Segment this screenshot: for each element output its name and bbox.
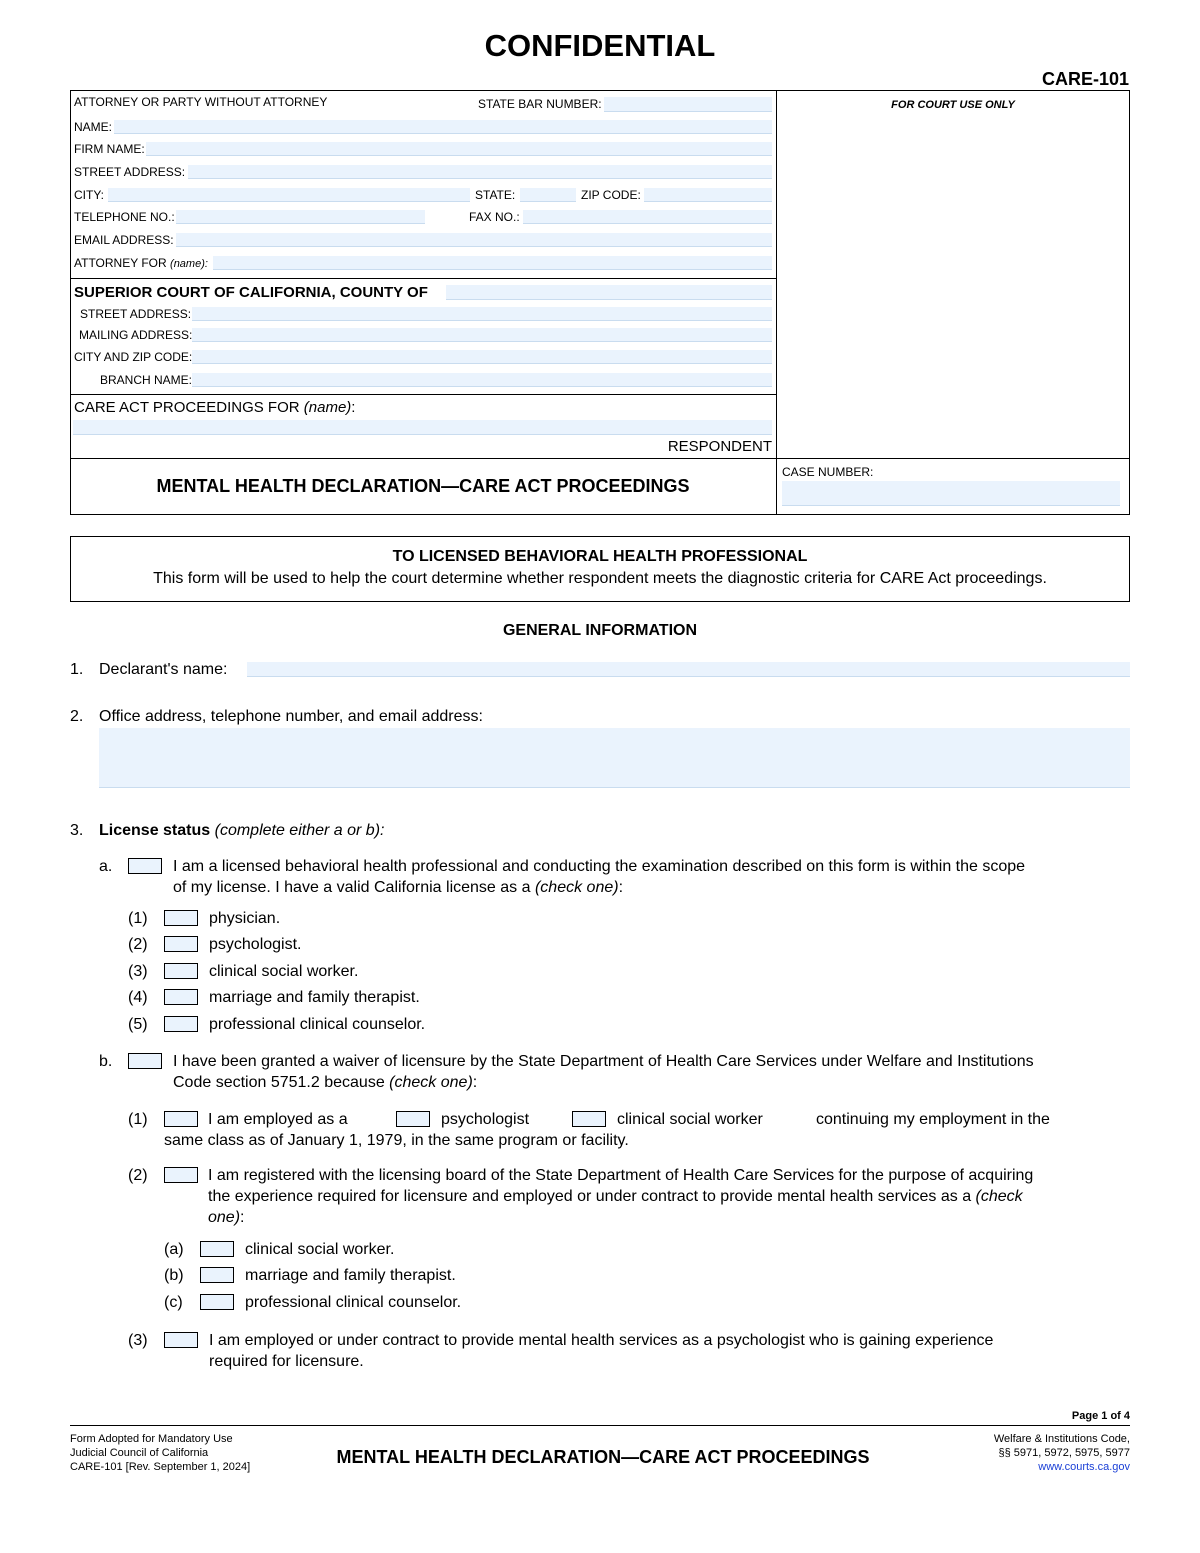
state-label: STATE: (475, 188, 516, 202)
item2-label: Office address, telephone number, and email address: (99, 708, 483, 725)
email-label: EMAIL ADDRESS: (74, 233, 174, 247)
footer-right-line1: Welfare & Institutions Code, (993, 1433, 1130, 1445)
proceedings-colon: : (351, 399, 356, 416)
b2c-number: (c) (164, 1294, 183, 1311)
section-a-line2-text: of my license. I have a valid California license as a (173, 879, 531, 896)
section-a-letter: a. (99, 858, 113, 875)
b2a-checkbox[interactable] (200, 1241, 234, 1257)
item1-label: Declarant's name: (99, 661, 228, 678)
a3-number: (3) (128, 963, 148, 980)
courts-website-link[interactable]: www.courts.ca.gov (1038, 1461, 1130, 1473)
b2b-label: marriage and family therapist. (245, 1267, 456, 1284)
b1-continuing-text: continuing my employment in the (816, 1111, 1050, 1128)
court-mailing-label: MAILING ADDRESS: (79, 328, 193, 342)
court-city-zip-input[interactable] (192, 350, 772, 364)
b2-check-hint: (check (975, 1188, 1023, 1205)
marriage-family-therapist-label: marriage and family therapist. (209, 989, 420, 1006)
b2c-checkbox[interactable] (200, 1294, 234, 1310)
footer-title: MENTAL HEALTH DECLARATION—CARE ACT PROCEEDINGS (336, 1447, 870, 1467)
footer-rule (70, 1425, 1130, 1426)
b2c-label: professional clinical counselor. (245, 1294, 462, 1311)
proceedings-name-hint: (name) (303, 399, 352, 416)
telephone-label: TELEPHONE NO.: (74, 210, 175, 224)
fax-input[interactable] (523, 210, 772, 224)
section-b-checkbox[interactable] (128, 1053, 162, 1069)
item2-number: 2. (70, 708, 84, 725)
section-b-letter: b. (99, 1053, 113, 1070)
b2b-number: (b) (164, 1267, 184, 1284)
declarant-name-input[interactable] (247, 662, 1130, 677)
state-bar-input[interactable] (604, 97, 772, 112)
case-number-label: CASE NUMBER: (782, 465, 874, 479)
name-input[interactable] (114, 120, 772, 134)
attorney-box-title: ATTORNEY OR PARTY WITHOUT ATTORNEY (74, 95, 328, 109)
section-b-line1: I have been granted a waiver of licensure by the State Department of Health Care Services under Welfare and Institutions (173, 1053, 1034, 1070)
state-input[interactable] (520, 188, 576, 202)
item3-number: 3. (70, 822, 84, 839)
firm-name-input[interactable] (146, 142, 772, 156)
attorney-court-divider (70, 278, 776, 279)
clinical-social-worker-label: clinical social worker. (209, 963, 359, 980)
footer-left-line3: CARE-101 [Rev. September 1, 2024] (70, 1461, 251, 1473)
city-input[interactable] (108, 188, 470, 202)
section-b-line2-text: Code section 5751.2 because (173, 1074, 385, 1091)
section-a-checkbox[interactable] (128, 858, 162, 874)
general-info-heading: GENERAL INFORMATION (502, 622, 698, 639)
footer-left-line2: Judicial Council of California (70, 1447, 209, 1459)
case-number-input[interactable] (782, 481, 1120, 506)
section-a-line2 (173, 877, 623, 898)
b1-psychologist-label: psychologist (441, 1111, 530, 1128)
section-b-check-hint: (check one) (389, 1074, 473, 1091)
b1-checkbox[interactable] (164, 1111, 198, 1127)
b2-line2 (208, 1186, 1023, 1207)
b1-line2: same class as of January 1, 1979, in the same program or facility. (164, 1132, 629, 1149)
footer-left (70, 1432, 250, 1474)
attorney-for-label (74, 256, 208, 270)
b2-line3-end: : (240, 1209, 245, 1226)
firm-name-label: FIRM NAME: (74, 142, 145, 156)
b3-line2: required for licensure. (209, 1353, 364, 1370)
respondent-name-input[interactable] (73, 420, 772, 435)
item1-number: 1. (70, 661, 84, 678)
court-mailing-input[interactable] (192, 328, 772, 342)
attorney-for-input[interactable] (213, 256, 772, 270)
notice-box (70, 536, 1130, 602)
form-title: MENTAL HEALTH DECLARATION—CARE ACT PROCEEDINGS (156, 476, 690, 496)
name-label: NAME: (74, 120, 113, 134)
section-a-line1: I am a licensed behavioral health professional and conducting the examination described on this form is within the scope (173, 858, 1026, 875)
office-address-input[interactable] (99, 728, 1130, 788)
psychologist-checkbox[interactable] (164, 936, 198, 952)
b2-check-hint-end: one) (208, 1209, 241, 1226)
proceedings-label (74, 399, 355, 416)
b3-checkbox[interactable] (164, 1332, 198, 1348)
b1-employed-text: I am employed as a (208, 1111, 348, 1128)
caption-divider (776, 90, 777, 515)
zip-code-input[interactable] (644, 188, 772, 202)
county-input[interactable] (446, 285, 772, 300)
zip-code-label: ZIP CODE: (581, 188, 641, 202)
title-row-divider (70, 458, 1130, 459)
professional-clinical-counselor-label: professional clinical counselor. (209, 1016, 426, 1033)
proceedings-text: CARE ACT PROCEEDINGS FOR (74, 399, 300, 416)
court-city-zip-label: CITY AND ZIP CODE: (74, 350, 193, 364)
b2a-number: (a) (164, 1241, 184, 1258)
footer-left-line1: Form Adopted for Mandatory Use (70, 1433, 233, 1445)
court-title: SUPERIOR COURT OF CALIFORNIA, COUNTY OF (74, 284, 428, 301)
street-address-input[interactable] (188, 165, 772, 179)
attorney-for-hint: (name): (170, 258, 208, 270)
notice-heading: TO LICENSED BEHAVIORAL HEALTH PROFESSIONAL (392, 548, 808, 565)
b2b-checkbox[interactable] (200, 1267, 234, 1283)
b3-number: (3) (128, 1332, 148, 1349)
branch-name-label: BRANCH NAME: (100, 373, 193, 387)
attorney-for-text: ATTORNEY FOR (74, 256, 167, 270)
section-a-check-hint: (check one) (534, 879, 619, 896)
item3-hint: (complete either a or b): (214, 822, 385, 839)
professional-clinical-counselor-checkbox[interactable] (164, 1016, 198, 1032)
b2-line1: I am registered with the licensing board of the State Department of Health Care Services for the purpose of acquiring (208, 1167, 1034, 1184)
section-b-line2 (173, 1072, 477, 1093)
state-bar-label: STATE BAR NUMBER: (478, 97, 602, 111)
fax-label: FAX NO.: (469, 210, 520, 224)
court-proceedings-divider (70, 394, 776, 395)
city-label: CITY: (74, 188, 105, 202)
item3-label-line (99, 820, 384, 841)
section-b-line2-end: : (472, 1074, 478, 1091)
a1-number: (1) (128, 910, 148, 927)
b2-line3 (208, 1207, 244, 1228)
b1-social-worker-checkbox[interactable] (572, 1111, 606, 1127)
footer-right (994, 1432, 1130, 1474)
psychologist-label: psychologist. (209, 936, 302, 953)
form-number: CARE-101 (1041, 69, 1129, 89)
b2-checkbox[interactable] (164, 1167, 198, 1183)
court-street-input[interactable] (192, 307, 772, 321)
section-a-line2-end: : (618, 879, 624, 896)
b3-line1: I am employed or under contract to provide mental health services as a psychologist who is gaining experience (209, 1332, 994, 1349)
a5-number: (5) (128, 1016, 148, 1033)
street-address-label: STREET ADDRESS: (74, 165, 186, 179)
clinical-social-worker-checkbox[interactable] (164, 963, 198, 979)
notice-text: This form will be used to help the court determine whether respondent meets the diagnostic criteria for CARE Act proceedings. (153, 570, 1047, 587)
page-number: Page 1 of 4 (1071, 1410, 1130, 1422)
b1-number: (1) (128, 1111, 148, 1128)
b2-number: (2) (128, 1167, 148, 1184)
court-use-label: FOR COURT USE ONLY (891, 99, 1015, 111)
a2-number: (2) (128, 936, 148, 953)
telephone-input[interactable] (176, 210, 425, 224)
marriage-family-therapist-checkbox[interactable] (164, 989, 198, 1005)
b1-psychologist-checkbox[interactable] (396, 1111, 430, 1127)
court-street-label: STREET ADDRESS: (80, 307, 192, 321)
b2-line2-text: the experience required for licensure and employed or under contract to provide mental health services as a (208, 1188, 972, 1205)
respondent-label: RESPONDENT (667, 438, 772, 455)
physician-checkbox[interactable] (164, 910, 198, 926)
b2a-label: clinical social worker. (245, 1241, 395, 1258)
confidential-heading: CONFIDENTIAL (484, 28, 716, 63)
b1-social-worker-label: clinical social worker (617, 1111, 763, 1128)
email-input[interactable] (176, 233, 772, 247)
footer-right-line2: §§ 5971, 5972, 5975, 5977 (998, 1447, 1130, 1459)
physician-label: physician. (209, 910, 281, 927)
item3-label: License status (99, 822, 211, 839)
a4-number: (4) (128, 989, 148, 1006)
branch-name-input[interactable] (192, 373, 772, 387)
